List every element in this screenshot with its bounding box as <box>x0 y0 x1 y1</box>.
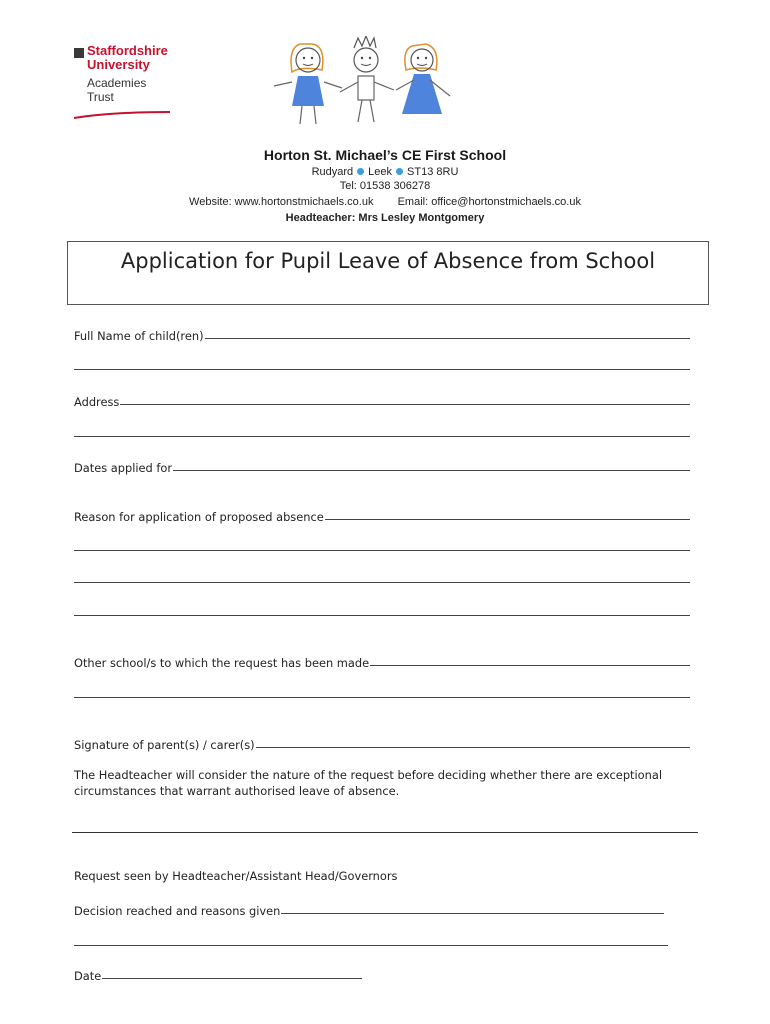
form-title-box <box>67 241 709 305</box>
form-title: Application for Pupil Leave of Absence from School <box>120 249 656 273</box>
decision-field[interactable] <box>74 900 664 918</box>
date-label: Date <box>74 969 102 983</box>
other-schools-label: Other school/s to which the request has been made <box>74 656 370 670</box>
headteacher-note: The Headteacher will consider the nature of the request before deciding whether there are exceptional circumstances that warrant authorised leave of absence. <box>74 768 663 798</box>
headteacher-name: Headteacher: Mrs Lesley Montgomery <box>285 212 485 224</box>
signature-label: Signature of parent(s) / carer(s) <box>74 738 255 752</box>
reason-label: Reason for application of proposed absence <box>74 510 324 524</box>
school-tel: Tel: 01538 306278 <box>339 180 431 192</box>
section-divider <box>72 832 698 833</box>
dates-label: Dates applied for <box>74 461 173 475</box>
bullet-icon <box>396 168 403 175</box>
signature-field[interactable] <box>74 734 690 752</box>
dates-field[interactable] <box>74 457 690 475</box>
email-link[interactable]: Email: office@hortonstmichaels.co.uk <box>397 196 581 208</box>
bullet-icon <box>357 168 364 175</box>
signature-line[interactable] <box>256 746 690 748</box>
address-line[interactable] <box>120 403 690 405</box>
reason-field[interactable] <box>74 506 690 524</box>
decision-label: Decision reached and reasons given <box>74 904 281 918</box>
address-label: Address <box>74 395 120 409</box>
full-name-line-2[interactable] <box>74 369 690 370</box>
reason-line[interactable] <box>325 518 690 520</box>
crest-icon <box>74 48 84 58</box>
dates-line[interactable] <box>173 469 690 471</box>
other-schools-field[interactable] <box>74 652 690 670</box>
other-schools-line-2[interactable] <box>74 697 690 698</box>
address-line-2[interactable] <box>74 436 690 437</box>
children-drawing-icon <box>270 36 470 128</box>
decision-line[interactable] <box>281 912 664 914</box>
date-line[interactable] <box>102 977 362 979</box>
full-name-field[interactable] <box>74 325 690 343</box>
date-field[interactable] <box>74 965 362 983</box>
reason-line-3[interactable] <box>74 582 690 583</box>
request-seen-by: Request seen by Headteacher/Assistant Head/Governors <box>74 869 398 883</box>
logo-name: Staffordshire University <box>87 43 168 72</box>
school-address: Rudyard Leek ST13 8RU <box>311 166 459 178</box>
reason-line-2[interactable] <box>74 550 690 551</box>
address-field[interactable] <box>74 391 690 409</box>
reason-line-4[interactable] <box>74 615 690 616</box>
decision-line-2[interactable] <box>74 945 668 946</box>
school-name: Horton St. Michael’s CE First School <box>263 147 507 163</box>
school-contact <box>0 196 770 208</box>
logo-subtitle: Academies Trust <box>87 76 147 104</box>
website-link[interactable]: Website: www.hortonstmichaels.co.uk <box>189 196 374 208</box>
other-schools-line[interactable] <box>370 664 690 666</box>
full-name-label: Full Name of child(ren) <box>74 329 204 343</box>
full-name-line[interactable] <box>205 337 690 339</box>
swoosh-icon <box>72 110 172 120</box>
